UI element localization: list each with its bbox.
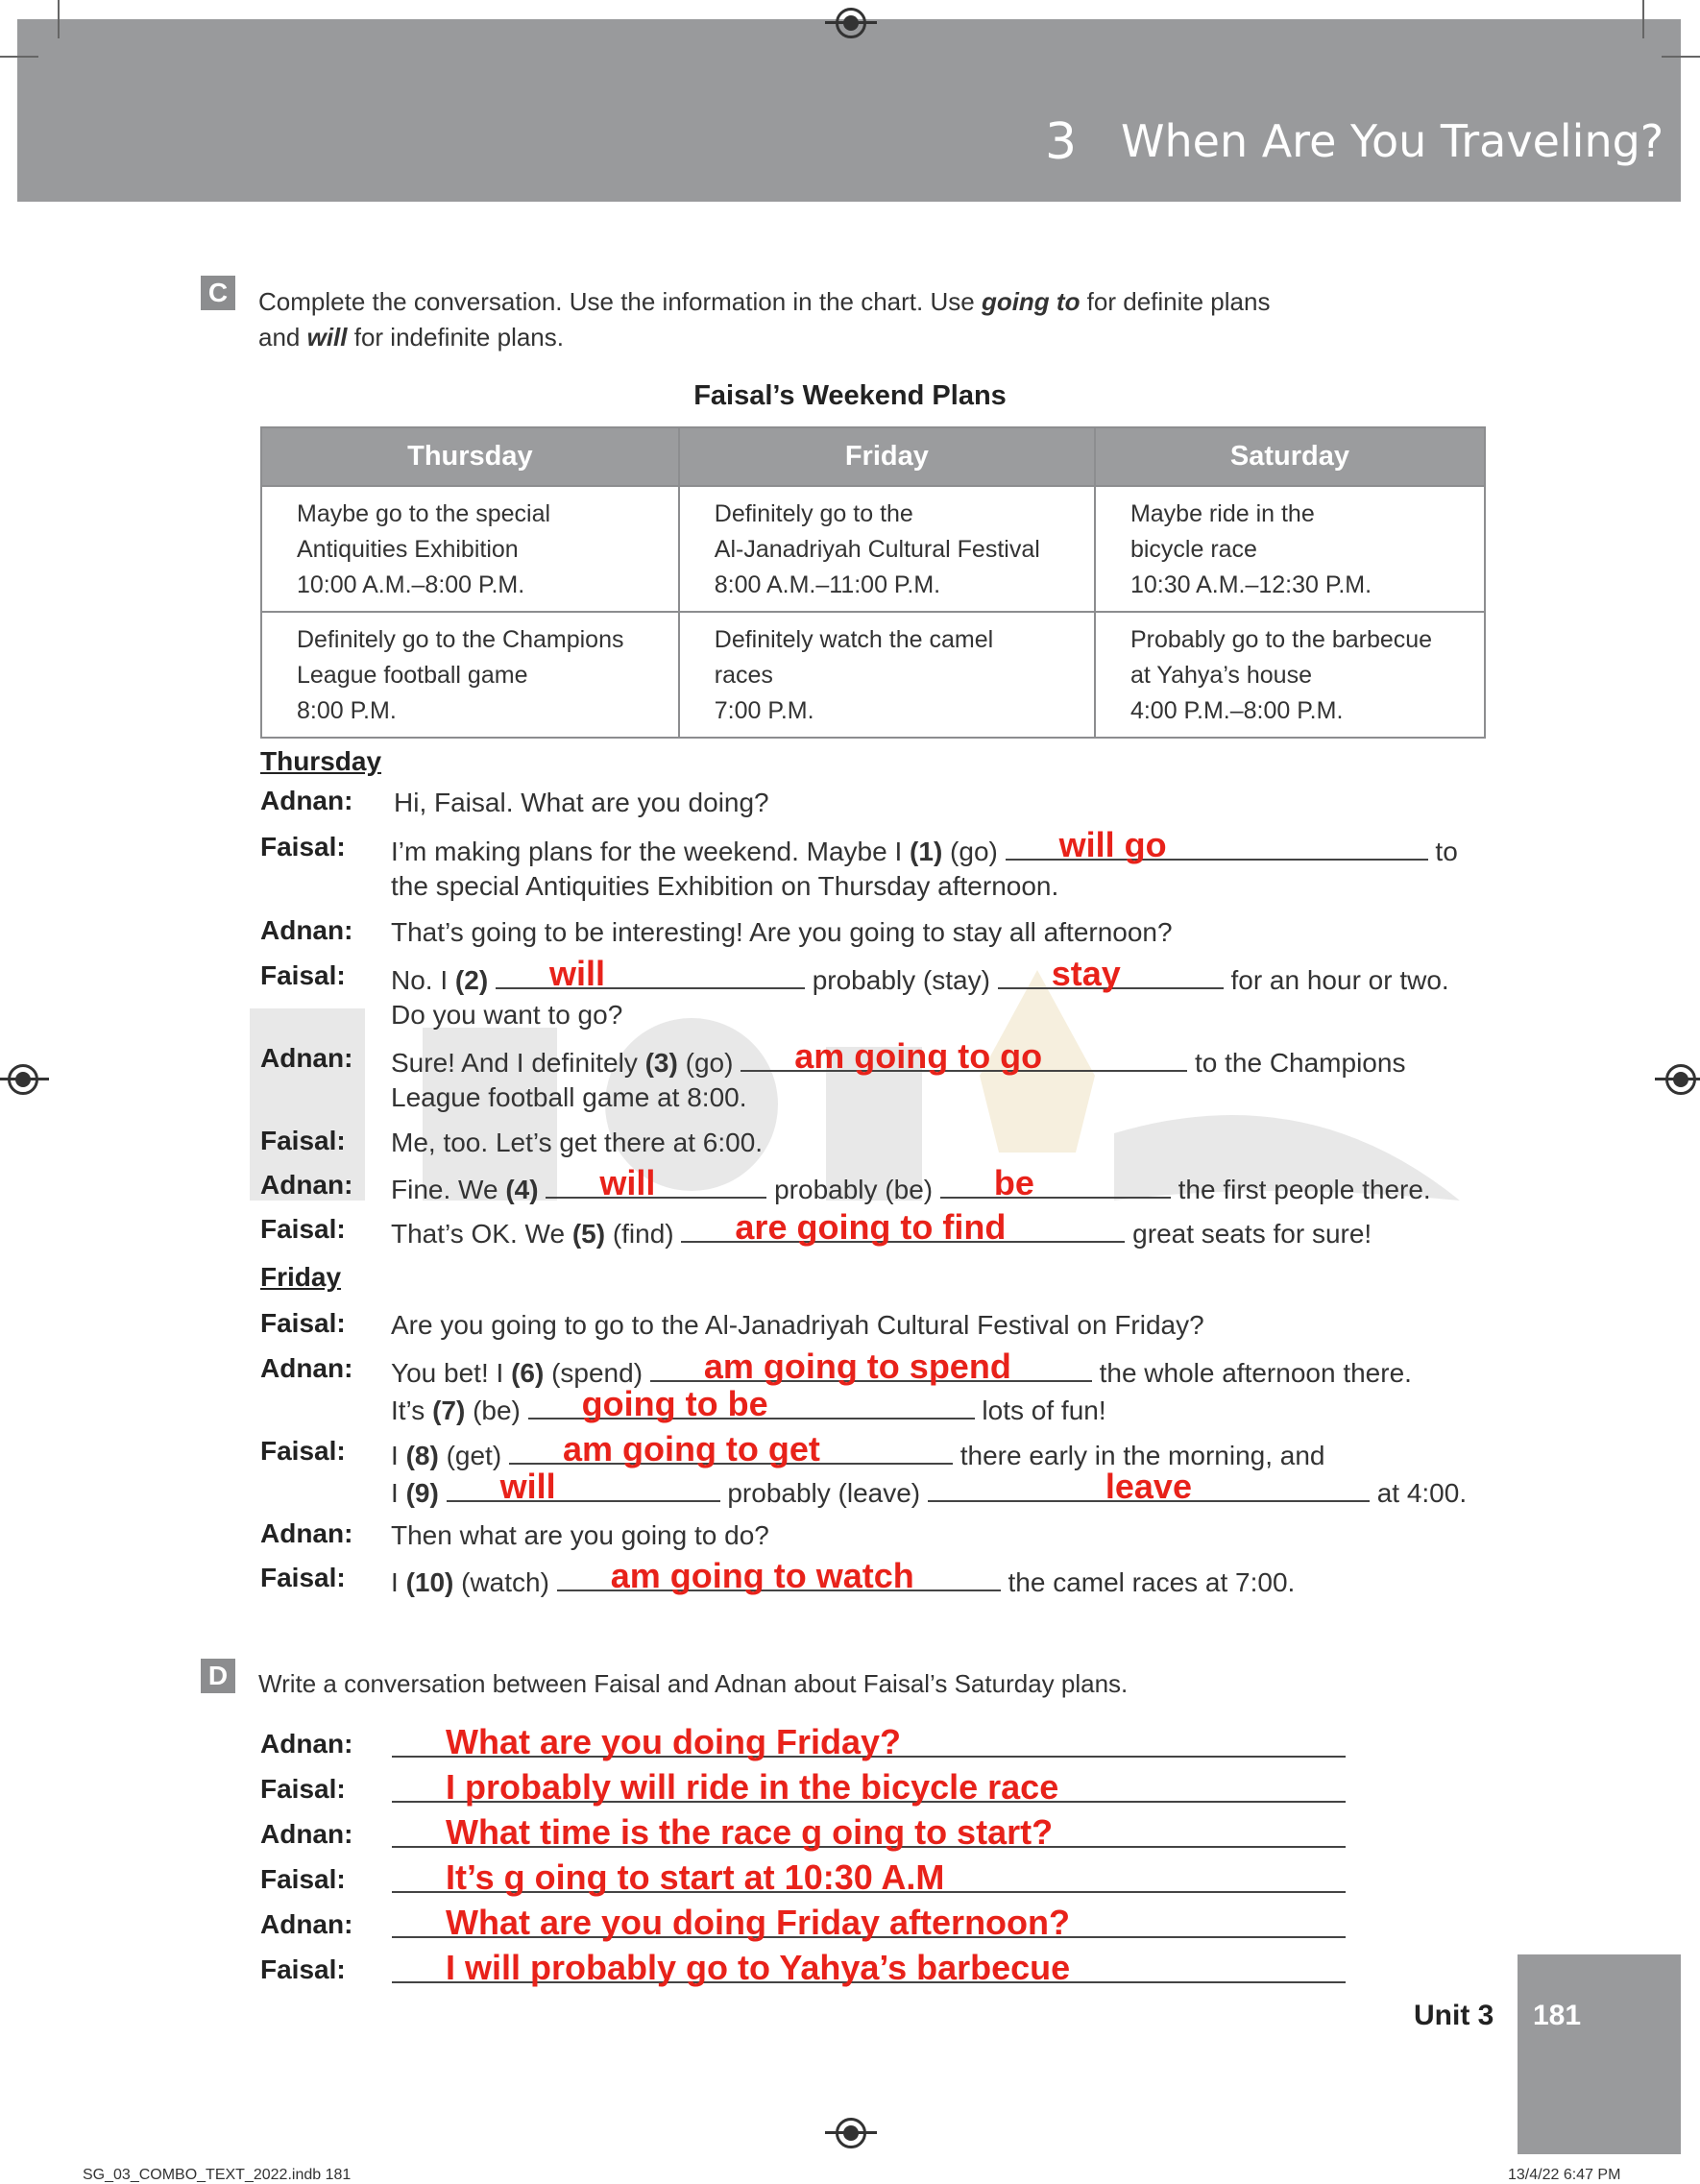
dialogue-text: the whole afternoon there. — [1091, 1358, 1412, 1388]
answer-text: It’s g oing to start at 10:30 A.M — [446, 1857, 945, 1897]
speaker-label: Adnan: — [260, 786, 353, 815]
speaker-label: Adnan: — [260, 1043, 353, 1073]
dialogue-text: (spend) — [544, 1358, 650, 1388]
unit-title: When Are You Traveling? — [1121, 115, 1664, 167]
dialogue-text: probably (be) — [766, 1175, 940, 1204]
answer-blank[interactable] — [940, 1163, 1171, 1202]
dialogue-text: great seats for sure! — [1125, 1219, 1372, 1249]
cell-text: Antiquities Exhibition — [297, 536, 519, 563]
unit-number: 3 — [1045, 113, 1078, 171]
item-number: (6) — [511, 1358, 545, 1388]
instruction-text: for indefinite plans. — [347, 323, 564, 352]
item-number: (8) — [405, 1441, 439, 1470]
cell-text: 4:00 P.M.–8:00 P.M. — [1129, 697, 1344, 724]
answer-text: am going to spend — [703, 1347, 1011, 1386]
item-number: (2) — [454, 965, 489, 995]
dialogue-text: (be) — [465, 1395, 528, 1425]
answer-blank[interactable] — [509, 1429, 953, 1468]
answer-blank[interactable] — [528, 1384, 975, 1423]
answer-blank[interactable] — [741, 1036, 1187, 1076]
answer-blank[interactable] — [928, 1467, 1370, 1506]
unit-header-band — [17, 19, 1681, 202]
answer-blank[interactable] — [546, 1163, 766, 1202]
table-cell — [261, 486, 679, 612]
dialogue-text: the first people there. — [1170, 1175, 1431, 1204]
dialogue-text: (watch) — [453, 1567, 557, 1597]
answer-blank[interactable] — [392, 1812, 1346, 1852]
dialogue-text: probably (stay) — [804, 965, 998, 995]
chart-title: Faisal’s Weekend Plans — [693, 380, 1007, 411]
dialogue-text: to the Champions — [1187, 1048, 1406, 1078]
cell-text: 10:00 A.M.–8:00 P.M. — [297, 571, 525, 598]
crop-mark — [1642, 0, 1644, 38]
table-cell — [261, 612, 679, 738]
item-number: (4) — [505, 1175, 539, 1204]
dialogue-line — [394, 784, 769, 822]
answer-blank[interactable] — [998, 954, 1224, 993]
speaker-label: Adnan: — [260, 1518, 353, 1548]
column-header: Thursday — [261, 427, 679, 486]
table-cell — [679, 486, 1095, 612]
dialogue-text: (go) — [942, 837, 1006, 866]
dialogue-text: (go) — [677, 1048, 741, 1078]
dialogue-line — [391, 1163, 1431, 1209]
answer-blank[interactable] — [392, 1857, 1346, 1897]
item-number: (1) — [910, 837, 943, 866]
print-slug: SG_03_COMBO_TEXT_2022.indb 181 — [83, 2167, 352, 2183]
speaker-label: Adnan: — [260, 1729, 353, 1759]
cell-text: 10:30 A.M.–12:30 P.M. — [1129, 571, 1372, 598]
dialogue-line — [391, 1556, 1296, 1602]
instruction-text: and — [258, 323, 307, 352]
cell-text: 8:00 P.M. — [297, 697, 397, 724]
dialogue-text: the special Antiquities Exhibition on Thursday afternoon. — [391, 871, 1059, 901]
registration-mark-icon — [836, 2118, 866, 2148]
dialogue-text: at 4:00. — [1369, 1478, 1468, 1508]
answer-text: will go — [1058, 825, 1167, 864]
dialogue-text: Are you going to go to the Al-Janadriyah Cultural Festival on Friday? — [391, 1310, 1204, 1340]
print-timestamp: 13/4/22 6:47 PM — [1508, 2167, 1621, 2183]
cell-text: League football game — [297, 662, 528, 689]
write-line — [392, 1903, 1346, 1949]
answer-text: will — [599, 1163, 656, 1202]
crop-mark — [1662, 56, 1700, 58]
registration-mark-icon — [8, 1064, 38, 1095]
speaker-label: Faisal: — [260, 1563, 346, 1592]
answer-blank[interactable] — [392, 1903, 1346, 1942]
page-number: 181 — [1533, 2000, 1582, 2031]
answer-blank[interactable] — [392, 1722, 1346, 1761]
dialogue-text: I — [391, 1478, 406, 1508]
dialogue-text: That’s going to be interesting! Are you going to stay all afternoon? — [391, 917, 1173, 947]
dialogue-text: there early in the morning, and — [952, 1441, 1325, 1470]
item-number: (5) — [571, 1219, 606, 1249]
answer-blank[interactable] — [1006, 825, 1428, 864]
dialogue-text: (find) — [605, 1219, 682, 1249]
answer-blank[interactable] — [392, 1767, 1346, 1807]
dialogue-text: I — [391, 1567, 406, 1597]
dialogue-line — [391, 1207, 1372, 1253]
dialogue-line — [391, 1036, 1406, 1082]
cell-text: Maybe ride in the — [1129, 500, 1315, 527]
answer-text: stay — [1051, 954, 1121, 993]
speaker-label: Faisal: — [260, 1864, 346, 1894]
answer-text: What time is the race g oing to start? — [446, 1812, 1054, 1852]
dialogue-text: No. I — [391, 965, 455, 995]
table-row — [261, 486, 1485, 612]
dialogue-text: I’m making plans for the weekend. Maybe I — [391, 837, 911, 866]
item-number: (7) — [432, 1395, 466, 1425]
speaker-label: Faisal: — [260, 1214, 346, 1244]
dialogue-text: the camel races at 7:00. — [1000, 1567, 1296, 1597]
section-d-instruction: Write a conversation between Faisal and Adnan about Faisal’s Saturday plans. — [258, 1669, 1129, 1698]
answer-text: What are you doing Friday? — [446, 1722, 902, 1761]
cell-text: 7:00 P.M. — [714, 697, 814, 724]
instruction-text: Complete the conversation. Use the information in the chart. Use — [258, 287, 982, 316]
speaker-label: Faisal: — [260, 1308, 346, 1338]
dialogue-text: Then what are you going to do? — [391, 1520, 769, 1550]
write-line — [392, 1948, 1346, 1994]
section-c-label: C — [201, 276, 235, 310]
answer-text: will — [499, 1467, 556, 1506]
dialogue-text: It’s — [391, 1395, 433, 1425]
speaker-label: Faisal: — [260, 960, 346, 990]
answer-text: I will probably go to Yahya’s barbecue — [446, 1948, 1071, 1987]
dialogue-text: Me, too. Let’s get there at 6:00. — [391, 1128, 764, 1157]
cell-text: Definitely watch the camel — [714, 626, 994, 653]
cell-text: Maybe go to the special — [297, 500, 551, 527]
registration-mark-icon — [836, 8, 866, 38]
crop-mark — [58, 0, 60, 38]
speaker-label: Faisal: — [260, 1126, 346, 1155]
write-line — [392, 1812, 1346, 1858]
answer-text: What are you doing Friday afternoon? — [446, 1903, 1071, 1942]
answer-text: am going to get — [562, 1429, 820, 1468]
dialogue-line — [391, 1124, 763, 1162]
answer-blank[interactable] — [650, 1347, 1092, 1386]
dialogue-line — [391, 1467, 1468, 1513]
speaker-label: Adnan: — [260, 1909, 353, 1939]
dialogue-text: You bet! I — [391, 1358, 512, 1388]
speaker-label: Faisal: — [260, 1954, 346, 1984]
instruction-bold: will — [306, 323, 348, 352]
dialogue-text: probably (leave) — [719, 1478, 928, 1508]
instruction-text: for definite plans — [1080, 287, 1271, 316]
answer-blank[interactable] — [681, 1207, 1125, 1247]
answer-blank[interactable] — [447, 1467, 720, 1506]
answer-text: leave — [1105, 1467, 1192, 1506]
table-cell — [1095, 612, 1485, 738]
speaker-label: Adnan: — [260, 915, 353, 945]
crop-mark — [0, 56, 38, 58]
speaker-label: Faisal: — [260, 832, 346, 861]
dialogue-line — [391, 1384, 1106, 1430]
speaker-label: Adnan: — [260, 1170, 353, 1200]
dialogue-text: Sure! And I definitely — [391, 1048, 645, 1078]
cell-text: 8:00 A.M.–11:00 P.M. — [714, 571, 941, 598]
write-line — [392, 1857, 1346, 1904]
cell-text: bicycle race — [1129, 536, 1257, 563]
dialogue-line — [391, 1517, 769, 1555]
dialogue-line — [391, 867, 1058, 906]
table-row — [261, 612, 1485, 738]
dialogue-text: to — [1427, 837, 1458, 866]
dialogue-text: League football game at 8:00. — [391, 1082, 747, 1112]
cell-text: Definitely go to the — [714, 500, 913, 527]
answer-text: will — [548, 954, 605, 993]
speaker-label: Faisal: — [260, 1774, 346, 1804]
thursday-heading: Thursday — [260, 746, 382, 776]
column-header: Saturday — [1095, 427, 1485, 486]
speaker-label: Adnan: — [260, 1819, 353, 1849]
cell-text: Definitely go to the Champions — [297, 626, 624, 653]
instruction-bold: going to — [981, 287, 1081, 316]
table-cell — [679, 612, 1095, 738]
speaker-label: Adnan: — [260, 1353, 353, 1383]
write-line — [392, 1722, 1346, 1768]
answer-blank[interactable] — [392, 1948, 1346, 1987]
dialogue-line — [391, 913, 1173, 952]
answer-text: going to be — [581, 1384, 768, 1423]
dialogue-text: lots of fun! — [974, 1395, 1106, 1425]
answer-text: I probably will ride in the bicycle race — [446, 1767, 1059, 1807]
dialogue-text: Hi, Faisal. What are you doing? — [394, 788, 769, 817]
cell-text: Al-Janadriyah Cultural Festival — [714, 536, 1040, 563]
cell-text: Probably go to the barbecue — [1129, 626, 1433, 653]
dialogue-line — [391, 996, 622, 1034]
dialogue-line — [391, 1306, 1204, 1345]
dialogue-text: That’s OK. We — [391, 1219, 572, 1249]
answer-text: be — [993, 1163, 1034, 1202]
dialogue-text: Fine. We — [391, 1175, 506, 1204]
item-number: (10) — [405, 1567, 454, 1597]
item-number: (3) — [644, 1048, 678, 1078]
cell-text: races — [714, 662, 773, 689]
write-line — [392, 1767, 1346, 1813]
page-number-tab — [1518, 1954, 1681, 2154]
friday-heading: Friday — [260, 1262, 342, 1292]
answer-text: am going to go — [794, 1036, 1043, 1076]
dialogue-line — [391, 1079, 747, 1117]
answer-blank[interactable] — [496, 954, 805, 993]
section-c-instruction — [258, 284, 1270, 355]
unit-label: Unit 3 — [1414, 2000, 1494, 2031]
registration-mark-icon — [1665, 1064, 1696, 1095]
section-d-label: D — [201, 1659, 235, 1693]
dialogue-line — [391, 825, 1458, 871]
speaker-label: Faisal: — [260, 1436, 346, 1466]
item-number: (9) — [405, 1478, 439, 1508]
table-cell — [1095, 486, 1485, 612]
dialogue-text: Do you want to go? — [391, 1000, 623, 1030]
answer-text: are going to find — [735, 1207, 1007, 1247]
dialogue-text: for an hour or two. — [1223, 965, 1449, 995]
weekend-plans-table — [260, 426, 1486, 739]
dialogue-line — [391, 954, 1449, 1000]
cell-text: at Yahya’s house — [1129, 662, 1312, 689]
dialogue-text: I — [391, 1441, 406, 1470]
dialogue-text: (get) — [438, 1441, 509, 1470]
column-header: Friday — [679, 427, 1095, 486]
answer-blank[interactable] — [557, 1556, 1001, 1595]
answer-text: am going to watch — [610, 1556, 914, 1595]
